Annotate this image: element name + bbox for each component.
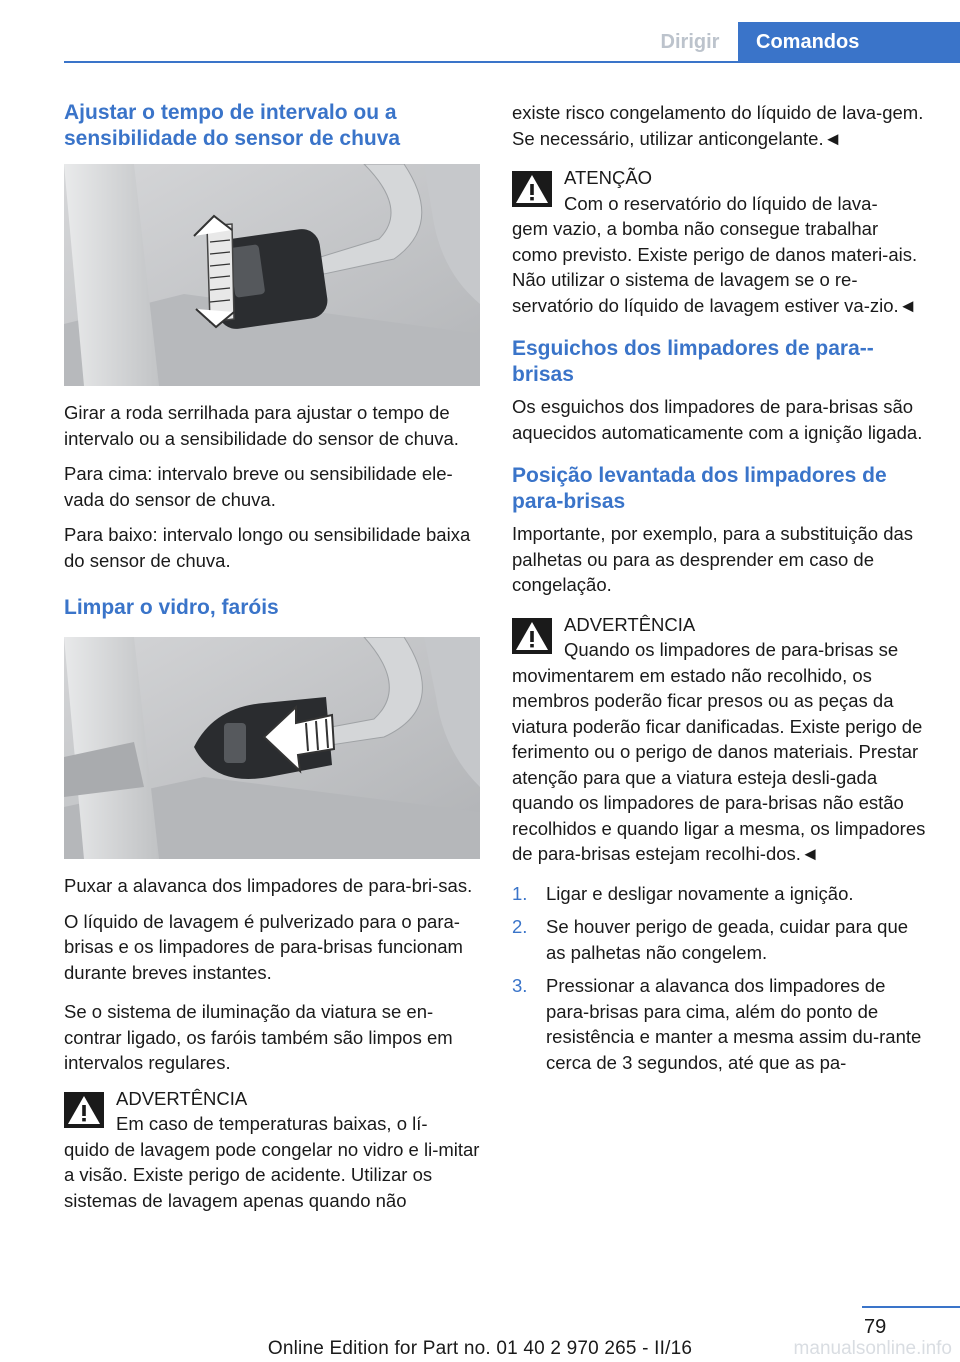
paragraph-important: Importante, por exemplo, para a substituição das palhetas ou para as desprender em caso de congelação. xyxy=(512,523,914,595)
edition-footer: Online Edition for Part no. 01 40 2 970 265 - II/16 xyxy=(267,1338,693,1359)
warning-triangle-icon xyxy=(512,171,552,207)
photo-wiper-lever xyxy=(64,637,480,859)
warning2-first-line: Quando os limpadores de para-brisas se xyxy=(564,639,899,660)
paragraph-continued: existe risco congelamento do líquido de lava-gem. Se necessário, utilizar anticongelante.◄ xyxy=(512,102,924,149)
heading-raised-position: Posição levantada dos limpadores de para-brisas xyxy=(512,464,887,513)
paragraph-turn-wheel: Girar a roda serrilhada para ajustar o tempo de intervalo ou a sensibilidade do sensor de chuva. xyxy=(64,402,459,449)
warning-block-wipers xyxy=(512,612,928,867)
left-column xyxy=(64,100,480,1225)
page-header xyxy=(0,0,960,62)
warning-text: quido de lavagem pode congelar no vidro e li-mitar a visão. Existe perigo de acidente. Utilizar os sistemas de lavagem apenas quando não xyxy=(64,1138,480,1211)
heading-washer-jets: Esguichos dos limpadores de para--brisas xyxy=(512,337,874,386)
paragraph-headlights: Se o sistema de iluminação da viatura se en-contrar ligado, os faróis também são limpos em intervalos regulares. xyxy=(64,1001,453,1073)
footer-rule xyxy=(862,1306,960,1308)
photo-thumbwheel xyxy=(64,164,480,386)
step-number: 2. xyxy=(512,916,528,937)
right-column xyxy=(512,100,928,1083)
attention-title: ATENÇÃO xyxy=(564,167,653,188)
paragraph-washer-fluid: O líquido de lavagem é pulverizado para o para-brisas e os limpadores de para-brisas funcionam durante breves instantes. xyxy=(64,910,463,983)
list-item xyxy=(512,973,928,1075)
warning-block-cold xyxy=(64,1086,480,1214)
paragraph-heated-jets: Os esguichos dos limpadores de para-brisas são aquecidos automaticamente com a ignição ligada. xyxy=(512,396,923,443)
warning2-title: ADVERTÊNCIA xyxy=(564,613,696,635)
section-label: Dirigir xyxy=(660,31,720,53)
page-number: 79 xyxy=(864,1316,887,1338)
step-text: Ligar e desligar novamente a ignição. xyxy=(546,882,854,904)
list-item xyxy=(512,914,928,965)
watermark: manualsonline.info xyxy=(793,1338,952,1359)
step-number: 1. xyxy=(512,882,528,904)
step-text: Pressionar a alavanca dos limpadores de para-brisas para cima, além do ponto de resistência e manter a mesma assim du-rante cerca de 3 segundos, até que as pa- xyxy=(546,975,922,1073)
heading-interval-sensor: Ajustar o tempo de intervalo ou a sensibilidade do sensor de chuva xyxy=(64,101,401,150)
paragraph-up: Para cima: intervalo breve ou sensibilidade ele-vada do sensor de chuva. xyxy=(64,463,453,510)
warning-triangle-icon xyxy=(512,618,552,654)
chapter-tab: Comandos xyxy=(738,22,960,62)
warning-triangle-icon xyxy=(64,1092,104,1128)
list-item xyxy=(512,881,928,907)
warning2-text: movimentarem em estado não recolhido, os membros poderão ficar presos ou as peças da viatura poderão ficar danificadas. Existe perigo de ferimento ou o perigo de danos materiais. Prestar atenção para que a viatura esteja desli-gada quando os limpadores de para-brisas não estão recolhidos e quando ligar a mesma, os limpadores de para-brisas estejam recolhi-dos.◄ xyxy=(512,664,926,864)
attention-text: gem vazio, a bomba não consegue trabalhar como previsto. Existe perigo de danos materi-ais. Não utilizar o sistema de lavagem se o re-servatório do líquido de lavagem estiver va-zio.◄ xyxy=(512,218,918,316)
step-text: Se houver perigo de geada, cuidar para que as palhetas não congelem. xyxy=(546,916,909,963)
paragraph-down: Para baixo: intervalo longo ou sensibilidade baixa do sensor de chuva. xyxy=(64,524,471,571)
paragraph-pull-lever: Puxar a alavanca dos limpadores de para-bri-sas. xyxy=(64,875,473,896)
heading-clean-glass: Limpar o vidro, faróis xyxy=(64,596,279,619)
attention-first-line: Com o reservatório do líquido de lava- xyxy=(564,192,878,214)
warning-first-line: Em caso de temperaturas baixas, o lí- xyxy=(116,1113,428,1134)
steps-list xyxy=(512,881,928,1076)
step-number: 3. xyxy=(512,975,528,996)
attention-block-reservoir xyxy=(512,165,928,318)
warning-title: ADVERTÊNCIA xyxy=(116,1087,248,1109)
header-rule xyxy=(64,61,960,63)
